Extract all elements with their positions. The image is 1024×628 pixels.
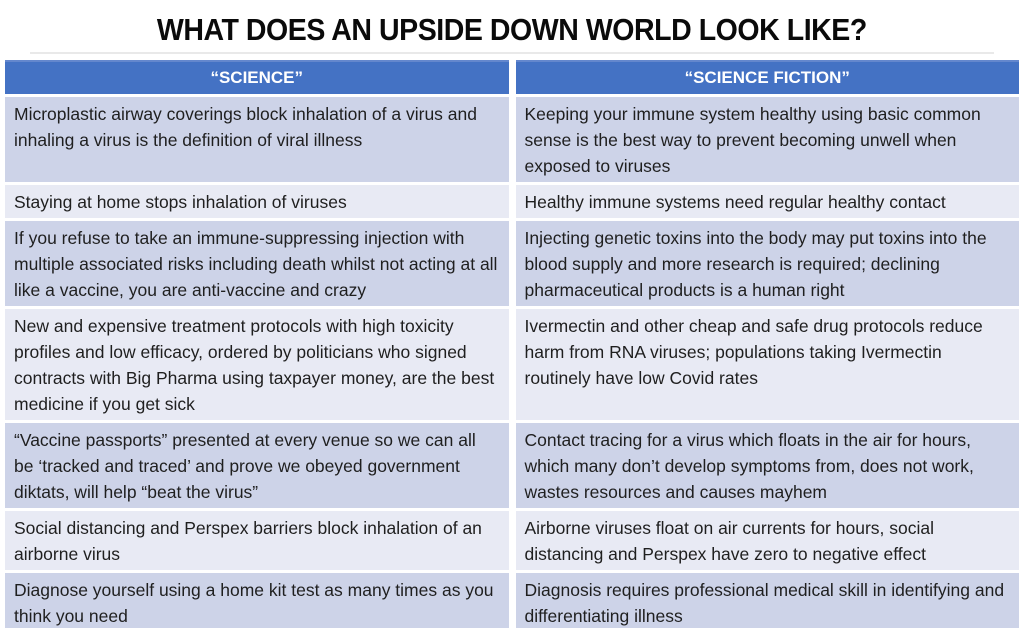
table-cell-science: New and expensive treatment protocols with high toxicity profiles and low efficacy, ordered by politicians who signed contracts with Big Pharma using taxpayer money, are the best medicine if you get sick [5, 309, 509, 420]
table-cell-science-fiction: Injecting genetic toxins into the body may put toxins into the blood supply and more research is required; declining pharmaceutical products is a human right [516, 221, 1020, 306]
table-cell-science: Social distancing and Perspex barriers block inhalation of an airborne virus [5, 511, 509, 570]
table-cell-science: “Vaccine passports” presented at every venue so we can all be ‘tracked and traced’ and prove we obeyed government diktats, will help “beat the virus” [5, 423, 509, 508]
page-title [0, 0, 1024, 50]
column-header-science-fiction: “SCIENCE FICTION” [516, 60, 1020, 94]
title-underline [30, 52, 994, 54]
table-cell-science: Microplastic airway coverings block inhalation of a virus and inhaling a virus is the definition of viral illness [5, 97, 509, 182]
table-cell-science: Staying at home stops inhalation of viruses [5, 185, 509, 218]
table-cell-science-fiction: Ivermectin and other cheap and safe drug protocols reduce harm from RNA viruses; populations taking Ivermectin routinely have low Covid rates [516, 309, 1020, 420]
comparison-table [5, 60, 1019, 628]
table-cell-science: Diagnose yourself using a home kit test as many times as you think you need [5, 573, 509, 628]
table-cell-science-fiction: Diagnosis requires professional medical skill in identifying and differentiating illness [516, 573, 1020, 628]
column-header-science: “SCIENCE” [5, 60, 509, 94]
page-title-text: WHAT DOES AN UPSIDE DOWN WORLD LOOK LIKE? [157, 12, 867, 47]
table-cell-science: If you refuse to take an immune-suppressing injection with multiple associated risks including death whilst not acting at all like a vaccine, you are anti-vaccine and crazy [5, 221, 509, 306]
table-cell-science-fiction: Airborne viruses float on air currents for hours, social distancing and Perspex have zero to negative effect [516, 511, 1020, 570]
table-cell-science-fiction: Contact tracing for a virus which floats in the air for hours, which many don’t develop symptoms from, does not work, wastes resources and causes mayhem [516, 423, 1020, 508]
table-cell-science-fiction: Healthy immune systems need regular healthy contact [516, 185, 1020, 218]
table-cell-science-fiction: Keeping your immune system healthy using basic common sense is the best way to prevent becoming unwell when exposed to viruses [516, 97, 1020, 182]
